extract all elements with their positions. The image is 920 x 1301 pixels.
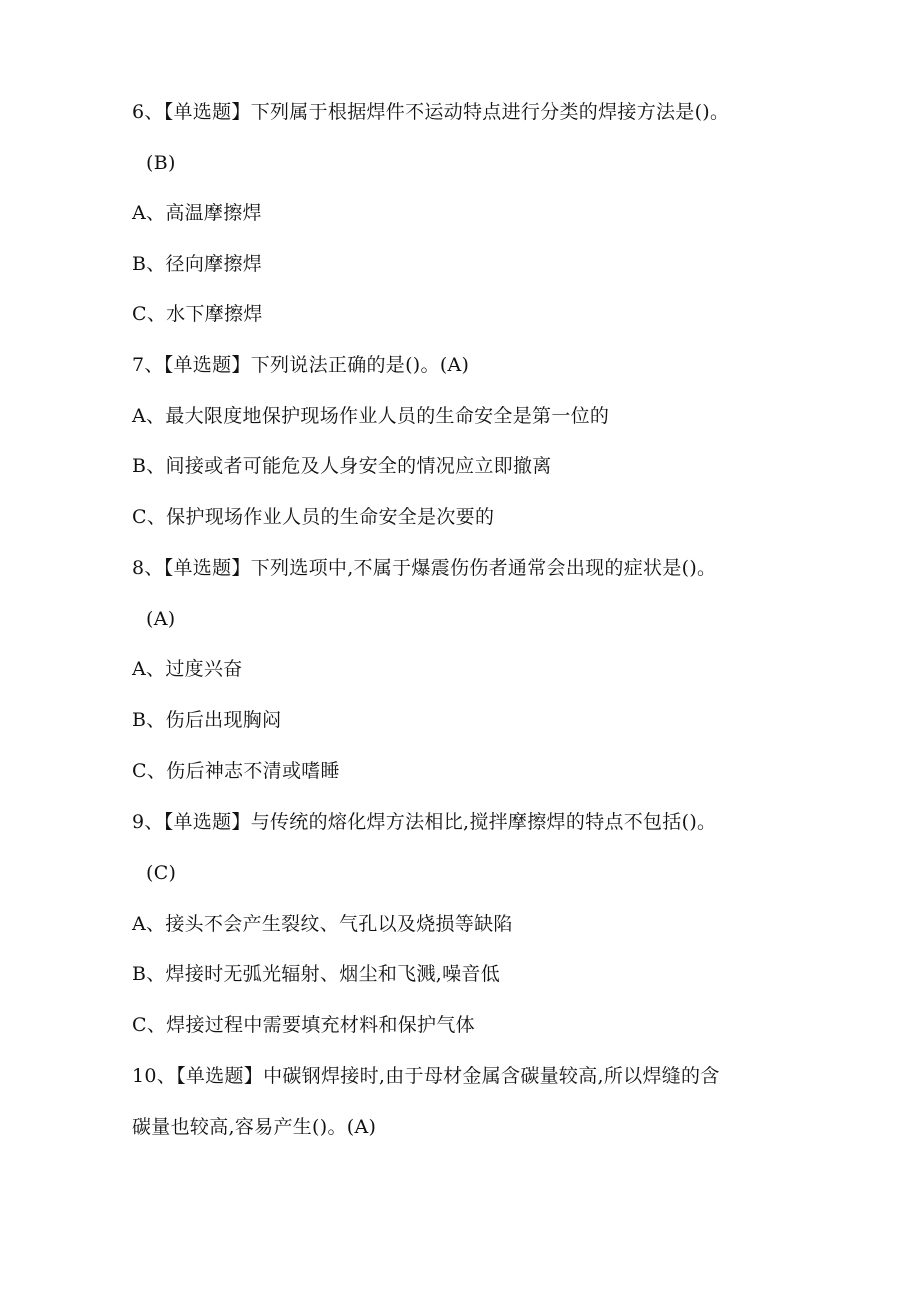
question-8-stem: 8、【单选题】下列选项中,不属于爆震伤伤者通常会出现的症状是()。	[132, 557, 717, 579]
question-6-option-c: C、水下摩擦焊	[132, 303, 263, 325]
question-9-option-c: C、焊接过程中需要填充材料和保护气体	[132, 1014, 475, 1036]
question-7-option-c: C、保护现场作业人员的生命安全是次要的	[132, 506, 495, 528]
question-9-stem: 9、【单选题】与传统的熔化焊方法相比,搅拌摩擦焊的特点不包括()。	[132, 811, 717, 833]
question-9-answer: (C)	[146, 862, 177, 884]
question-8-answer: (A)	[146, 608, 176, 630]
question-9-option-b: B、焊接时无弧光辐射、烟尘和飞溅,噪音低	[132, 963, 501, 985]
question-7-option-b: B、间接或者可能危及人身安全的情况应立即撤离	[132, 455, 552, 477]
question-6-option-b: B、径向摩擦焊	[132, 253, 263, 275]
question-6-option-a: A、高温摩擦焊	[132, 202, 262, 224]
question-9-option-a: A、接头不会产生裂纹、气孔以及烧损等缺陷	[132, 913, 513, 935]
question-7-stem: 7、【单选题】下列说法正确的是()。(A)	[132, 354, 470, 376]
question-6-stem: 6、【单选题】下列属于根据焊件不运动特点进行分类的焊接方法是()。	[132, 101, 730, 123]
question-7-option-a: A、最大限度地保护现场作业人员的生命安全是第一位的	[132, 405, 610, 427]
question-10-stem-line-2: 碳量也较高,容易产生()。(A)	[132, 1116, 377, 1138]
question-6-answer: (B)	[146, 152, 176, 174]
question-8-option-a: A、过度兴奋	[132, 658, 243, 680]
question-8-option-c: C、伤后神志不清或嗜睡	[132, 760, 340, 782]
question-10-stem-line-1: 10、【单选题】中碳钢焊接时,由于母材金属含碳量较高,所以焊缝的含	[132, 1065, 720, 1087]
question-8-option-b: B、伤后出现胸闷	[132, 709, 282, 731]
